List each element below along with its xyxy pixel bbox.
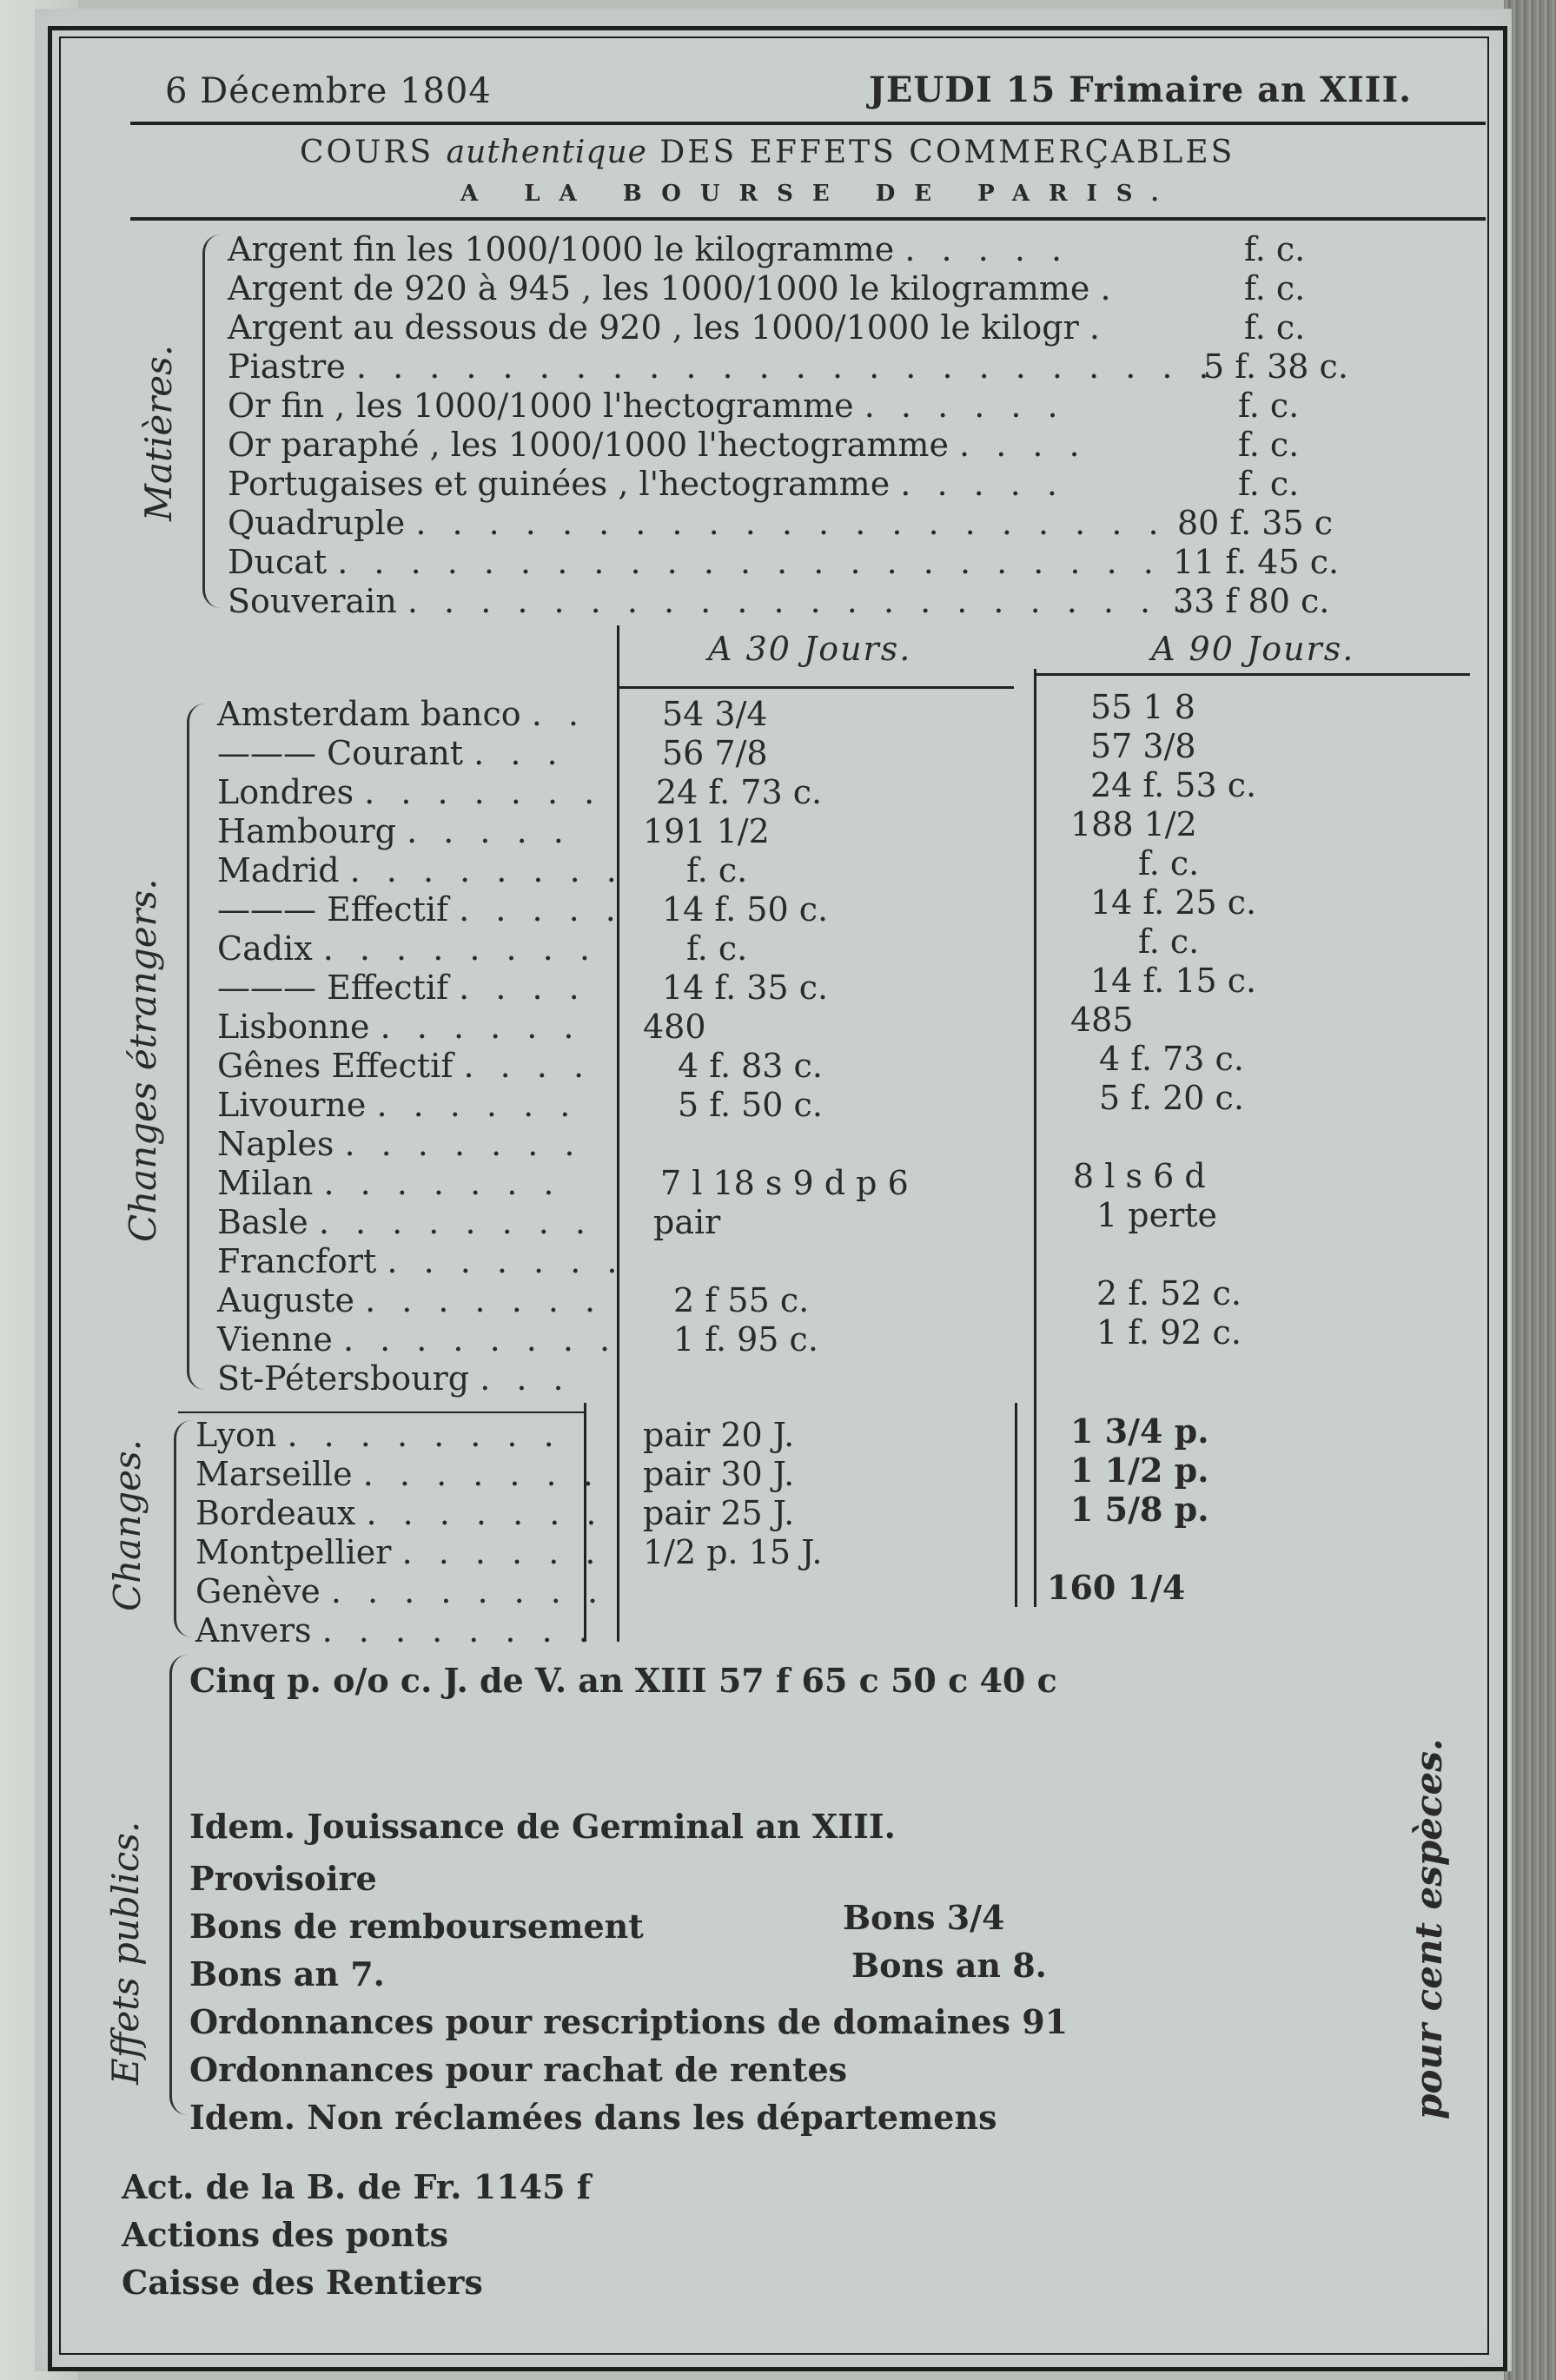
list-item: Actions des ponts bbox=[122, 2215, 449, 2254]
list-item: Lyon . . . . . . . . bbox=[195, 1416, 562, 1454]
column-rule-90 bbox=[1036, 673, 1470, 676]
value-90-jours: 14 f. 25 c. bbox=[1090, 883, 1257, 922]
value-30-jours: 1/2 p. 15 J. bbox=[643, 1533, 823, 1571]
value-90-jours: 8 l s 6 d bbox=[1073, 1157, 1206, 1195]
value-30-jours: pair 25 J. bbox=[643, 1494, 795, 1532]
list-item: ——— Effectif . . . . bbox=[217, 969, 587, 1007]
list-item: Argent fin les 1000/1000 le kilogramme . . . . . bbox=[228, 230, 1070, 268]
value-30-jours: f. c. bbox=[686, 851, 748, 889]
list-item-value: 33 f 80 c. bbox=[1173, 582, 1330, 620]
list-item: Idem. Jouissance de Germinal an XIII. bbox=[189, 1807, 896, 1846]
value-30-jours: 14 f. 50 c. bbox=[662, 890, 829, 929]
list-item: Genève . . . . . . . . bbox=[195, 1572, 606, 1610]
list-item: Vienne . . . . . . . . bbox=[217, 1320, 619, 1359]
changes-rule bbox=[178, 1411, 586, 1413]
list-item: Cinq p. o/o c. J. de V. an XIII 57 f 65 c 50 c 40 c bbox=[189, 1661, 1057, 1700]
column-divider-left bbox=[617, 625, 619, 1642]
column-rule-30 bbox=[619, 686, 1014, 689]
value-90-jours: f. c. bbox=[1138, 922, 1200, 961]
list-item-value: Bons an 8. bbox=[851, 1946, 1047, 1985]
list-item: Madrid . . . . . . . . bbox=[217, 851, 625, 889]
section-label-matieres: Matières. bbox=[137, 344, 180, 521]
list-item-value: Bons 3/4 bbox=[843, 1898, 1005, 1937]
page-title bbox=[300, 135, 1235, 170]
column-header-90-jours: A 90 Jours. bbox=[1151, 630, 1355, 668]
value-90-jours: 1 1/2 p. bbox=[1070, 1451, 1209, 1490]
header-rule bbox=[130, 122, 1486, 125]
list-item-value: f. c. bbox=[1244, 230, 1306, 268]
list-item: Provisoire bbox=[189, 1859, 377, 1898]
list-item: Caisse des Rentiers bbox=[122, 2263, 483, 2302]
section-label-pour-cent: pour cent espèces. bbox=[1407, 1738, 1450, 2119]
list-item: Bons de remboursement bbox=[189, 1907, 644, 1946]
value-30-jours: 7 l 18 s 9 d p 6 bbox=[660, 1164, 909, 1202]
list-item: Marseille . . . . . . . bbox=[195, 1455, 601, 1493]
value-30-jours: pair 30 J. bbox=[643, 1455, 795, 1493]
title-rule bbox=[130, 217, 1486, 221]
list-item: ——— Effectif . . . . . bbox=[217, 890, 624, 929]
page-subtitle: A LA BOURSE DE PARIS. bbox=[460, 181, 1178, 207]
value-30-jours: 480 bbox=[643, 1008, 706, 1046]
list-item: Anvers . . . . . . . . bbox=[195, 1611, 597, 1649]
brace-effets-publics bbox=[169, 1655, 188, 2115]
column-divider-right bbox=[1034, 669, 1036, 1607]
list-item: Bordeaux . . . . . . . bbox=[195, 1494, 605, 1532]
list-item: Livourne . . . . . . bbox=[217, 1086, 579, 1124]
list-item-value: 5 f. 38 c. bbox=[1203, 347, 1348, 386]
list-item: Argent de 920 à 945 , les 1000/1000 le kilogramme . bbox=[228, 269, 1119, 307]
list-item: Act. de la B. de Fr. 1145 f bbox=[122, 2167, 592, 2206]
list-item: Naples . . . . . . . bbox=[217, 1125, 583, 1163]
section-label-effets-publics: Effets publics. bbox=[104, 1821, 147, 2085]
list-item-value: f. c. bbox=[1244, 308, 1306, 347]
value-90-jours: 485 bbox=[1070, 1001, 1134, 1039]
list-item: Portugaises et guinées , l'hectogramme . . . . . bbox=[228, 465, 1066, 503]
list-item: Milan . . . . . . . bbox=[217, 1164, 562, 1202]
value-30-jours: 24 f. 73 c. bbox=[656, 773, 823, 811]
list-item: Londres . . . . . . . bbox=[217, 773, 603, 811]
value-30-jours: 5 f. 50 c. bbox=[678, 1086, 823, 1124]
brace-matieres bbox=[202, 235, 221, 608]
list-item: Montpellier . . . . . . bbox=[195, 1533, 604, 1571]
list-item: Amsterdam banco . . bbox=[217, 695, 586, 733]
page-edges bbox=[1504, 0, 1556, 2380]
changes-divider-2 bbox=[1015, 1403, 1017, 1607]
value-30-jours: 2 f 55 c. bbox=[673, 1281, 810, 1319]
value-90-jours: 188 1/2 bbox=[1070, 805, 1197, 843]
section-label-changes-etrangers: Changes étrangers. bbox=[122, 878, 164, 1242]
value-90-jours: 1 perte bbox=[1096, 1196, 1217, 1234]
value-30-jours: pair 20 J. bbox=[643, 1416, 795, 1454]
title-part-2: authentique bbox=[446, 135, 647, 170]
value-90-jours: f. c. bbox=[1138, 844, 1200, 883]
list-item: Or paraphé , les 1000/1000 l'hectogramme . . . . bbox=[228, 426, 1088, 464]
value-30-jours: 191 1/2 bbox=[643, 812, 770, 850]
value-90-jours: 2 f. 52 c. bbox=[1096, 1274, 1241, 1312]
brace-changes bbox=[174, 1420, 192, 1637]
list-item-value: f. c. bbox=[1238, 465, 1300, 503]
list-item: Basle . . . . . . . . bbox=[217, 1203, 594, 1241]
header-republican-date: JEUDI 15 Frimaire an XIII. bbox=[869, 69, 1413, 110]
value-90-jours: 55 1 8 bbox=[1090, 688, 1195, 726]
value-30-jours: pair bbox=[653, 1203, 721, 1241]
value-30-jours: 56 7/8 bbox=[662, 734, 768, 772]
value-30-jours: 4 f. 83 c. bbox=[678, 1047, 823, 1085]
column-header-30-jours: A 30 Jours. bbox=[708, 630, 912, 668]
value-90-jours: 5 f. 20 c. bbox=[1099, 1079, 1244, 1117]
value-90-jours: 1 3/4 p. bbox=[1070, 1411, 1209, 1451]
list-item-value: f. c. bbox=[1238, 387, 1300, 425]
list-item-value: 80 f. 35 c bbox=[1177, 504, 1334, 542]
value-90-jours: 1 f. 92 c. bbox=[1096, 1313, 1241, 1352]
list-item-value: f. c. bbox=[1244, 269, 1306, 307]
list-item: ——— Courant . . . bbox=[217, 734, 566, 772]
value-90-jours: 14 f. 15 c. bbox=[1090, 962, 1257, 1000]
header-date: 6 Décembre 1804 bbox=[165, 71, 492, 111]
value-90-jours: 57 3/8 bbox=[1090, 727, 1196, 765]
value-30-jours: 14 f. 35 c. bbox=[662, 969, 829, 1007]
list-item: Gênes Effectif . . . . bbox=[217, 1047, 593, 1085]
value-90-jours: 4 f. 73 c. bbox=[1099, 1040, 1244, 1078]
list-item: Bons an 7. bbox=[189, 1954, 385, 1993]
title-part-1: COURS bbox=[300, 135, 434, 170]
list-item: Ordonnances pour rescriptions de domaines 91 bbox=[189, 2002, 1069, 2041]
list-item-value: f. c. bbox=[1238, 426, 1300, 464]
list-item: Piastre . . . . . . . . . . . . . . . . . . . . . . . . bbox=[228, 347, 1217, 386]
list-item: Cadix . . . . . . . . bbox=[217, 929, 598, 968]
value-30-jours: 1 f. 95 c. bbox=[673, 1320, 818, 1359]
list-item: Francfort . . . . . . . bbox=[217, 1242, 626, 1280]
list-item: Argent au dessous de 920 , les 1000/1000 le kilogr . bbox=[228, 308, 1108, 347]
list-item: Or fin , les 1000/1000 l'hectogramme . . . . . . bbox=[228, 387, 1066, 425]
list-item-value: 11 f. 45 c. bbox=[1173, 543, 1340, 581]
value-90-jours: 1 5/8 p. bbox=[1070, 1490, 1209, 1529]
list-item: Ducat . . . . . . . . . . . . . . . . . . . . . . . bbox=[228, 543, 1162, 581]
list-item: Ordonnances pour rachat de rentes bbox=[189, 2050, 848, 2089]
title-part-3: DES EFFETS COMMERÇABLES bbox=[659, 135, 1235, 170]
brace-changes-etrangers bbox=[187, 704, 205, 1390]
list-item: Quadruple . . . . . . . . . . . . . . . . . . . . . bbox=[228, 504, 1167, 542]
list-item: Hambourg . . . . . bbox=[217, 812, 572, 850]
section-label-changes: Changes. bbox=[106, 1439, 149, 1611]
value-30-jours: 54 3/4 bbox=[662, 695, 768, 733]
list-item: Auguste . . . . . . . bbox=[217, 1281, 604, 1319]
value-90-jours: 160 1/4 bbox=[1047, 1568, 1186, 1607]
value-30-jours: f. c. bbox=[686, 929, 748, 968]
list-item: Idem. Non réclamées dans les départemens bbox=[189, 2098, 997, 2137]
value-90-jours: 24 f. 53 c. bbox=[1090, 766, 1257, 804]
list-item: Lisbonne . . . . . . bbox=[217, 1008, 582, 1046]
list-item: St-Pétersbourg . . . bbox=[217, 1359, 572, 1398]
list-item: Souverain . . . . . . . . . . . . . . . . . . . . . . bbox=[228, 582, 1195, 620]
